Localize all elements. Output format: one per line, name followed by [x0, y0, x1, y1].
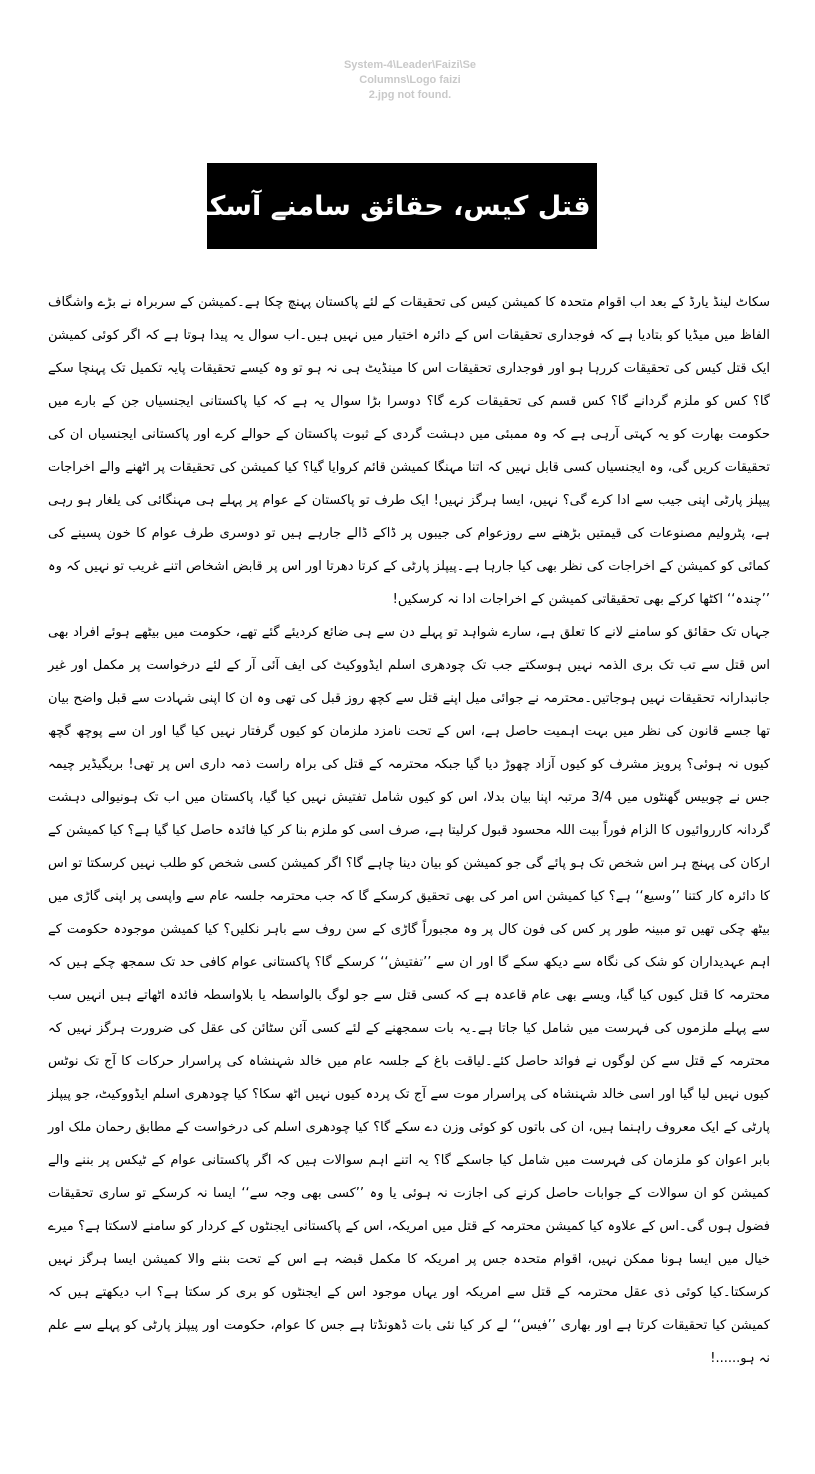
missing-logo-placeholder	[320, 58, 500, 103]
article-paragraph-2: جہاں تک حقائق کو سامنے لانے کا تعلق ہے، سارے شواہد تو پہلے دن سے ہی ضائع کردیئے گئے تھے، حکومت میں بیٹھے ہوئے افراد بھی اس قتل سے تب تک بری الذمہ نہیں ہوسکتے جب تک چودھری اسلم ایڈووکیٹ کی ایف آئی آر کے لئے درخواست پر مکمل اور غیر جانبدارانہ تحقیقات نہیں ہوجاتیں۔محترمہ نے جوائی میل اپنے قتل سے کچھ روز قبل کی تھی وہ ان کا اپنی شہادت سے قبل واضح بیان تھا جسے قانون کی نظر میں بہت اہمیت حاصل ہے، اس کے تحت نامزد ملزمان کو کیوں گرفتار نہیں کیا گیا اور ان سے پوچھ گچھ کیوں نہ ہوئی؟ پرویز مشرف کو کیوں آزاد چھوڑ دیا گیا جبکہ محترمہ کے قتل کی براہ راست ذمہ داری اس پر تھی! بریگیڈیر چیمہ جس نے چوبیس گھنٹوں میں 3/4 مرتبہ اپنا بیان بدلا، اس کو کیوں شامل تفتیش نہیں کیا گیا، پاکستان میں اب تک ہونیوالی دہشت گردانہ کارروائیوں کا الزام فوراً بیت اللہ محسود قبول کرلیتا ہے، صرف اسی کو ملزم بنا کر کیا فائدہ حاصل کیا گیا ہے؟ کیا کمیشن کے ارکان کی پہنچ ہر اس شخص تک ہو پائے گی جو کمیشن کو بیان دینا چاہے گا؟ اگر کمیشن کسی شخص کو طلب نہیں کرسکتا تو اس کا دائرہ کار کتنا ’’وسیع‘‘ ہے؟ کیا کمیشن اس امر کی بھی تحقیق کرسکے گا کہ جب محترمہ جلسہ عام سے واپسی پر اپنی گاڑی میں بیٹھ چکی تھیں تو مبینہ طور پر کس کی فون کال پر وہ مجبوراً گاڑی کے سن روف سے باہر نکلیں؟ کیا کمیشن موجودہ حکومت کے اہم عہدیداران کو شک کی نگاہ سے دیکھ سکے گا اور ان سے ’’تفتیش‘‘ کرسکے گا؟ پاکستانی عوام کافی حد تک سمجھ چکے ہیں کہ محترمہ کا قتل کیوں کیا گیا، ویسے بھی عام قاعدہ ہے کہ کسی قتل سے جو لوگ بالواسطہ یا بلاواسطہ فائدہ اٹھاتے ہیں انہیں سب سے پہلے ملزموں کی فہرست میں شامل کیا جاتا ہے۔یہ بات سمجھنے کے لئے کسی آئن سٹائن کی عقل کی ضرورت ہرگز نہیں کہ محترمہ کے قتل سے کن لوگوں نے فوائد حاصل کئے۔لیاقت باغ کے جلسہ عام میں خالد شہنشاہ کی پراسرار حرکات کا آج تک نوٹس کیوں نہیں لیا گیا اور اسی خالد شہنشاہ کی پراسرار موت سے آج تک پردہ کیوں نہیں اٹھ سکا؟ کیا چودھری اسلم ایڈووکیٹ، جو پیپلز پارٹی کے ایک معروف راہنما ہیں، ان کی باتوں کو کوئی وزن دے سکے گا؟ کیا چودھری اسلم کی درخواست کے مطابق رحمان ملک اور بابر اعوان کو ملزمان کی فہرست میں شامل کیا جاسکے گا؟ یہ اتنے اہم سوالات ہیں کہ اگر پاکستانی عوام کے ٹیکس پر بننے والے کمیشن کو ان سوالات کے جوابات حاصل کرنے کی اجازت نہ ہوئی یا وہ ’’کسی بھی وجہ سے‘‘ ایسا نہ کرسکے تو ساری تحقیقات فضول ہوں گی۔اس کے علاوہ کیا کمیشن محترمہ کے قتل میں امریکہ، اس کے پاکستانی ایجنٹوں کے کردار کو سامنے لاسکتا ہے؟ میرے خیال میں ایسا ہونا ممکن نہیں، اقوام متحدہ جس پر امریکہ کا مکمل قبضہ ہے اس کے تحت بننے والا کمیشن ایسا ہرگز نہیں کرسکتا۔کیا کوئی ذی عقل محترمہ کے قتل سے امریکہ اور یہاں موجود اس کے ایجنٹوں کو بری کر سکتا ہے؟ اب دیکھتے ہیں کہ کمیشن کیا تحقیقات کرتا ہے اور بھاری ’’فیس‘‘ لے کر کیا نئی بات ڈھونڈتا ہے جس کا عوام، حکومت اور پیپلز پارٹی کو پہلے سے علم نہ ہو......!	[48, 625, 770, 1366]
article-paragraph-1: سکاٹ لینڈ یارڈ کے بعد اب اقوام متحدہ کا کمیشن کیس کی تحقیقات کے لئے پاکستان پہنچ چکا ہے۔کمیشن کے سربراہ نے بڑے واشگاف الفاظ میں میڈیا کو بتادیا ہے کہ فوجداری تحقیقات اس کے دائرہ اختیار میں نہیں ہیں۔اب سوال یہ پیدا ہوتا ہے کہ اگر کوئی کمیشن ایک قتل کیس کی تحقیقات کررہا ہو اور فوجداری تحقیقات اس کا مینڈیٹ ہی نہ ہو تو وہ کیسے تحقیقات پایہ تکمیل تک پہنچا سکے گا؟ کس کو ملزم گردانے گا؟ کس قسم کی تحقیقات کرے گا؟ دوسرا بڑا سوال یہ ہے کہ کیا پاکستانی ایجنسیاں جن کے بارے میں حکومت بھارت کو یہ کہتی آرہی ہے کہ وہ ممبئی میں دہشت گردی کے ثبوت پاکستان کے حوالے کرے اور پاکستانی ایجنسیاں ان کی تحقیقات کریں گی، وہ ایجنسیاں کسی قابل نہیں کہ اتنا مہنگا کمیشن قائم کروایا گیا؟ کیا کمیشن کی تحقیقات پر اٹھنے والے اخراجات پیپلز پارٹی اپنی جیب سے ادا کرے گی؟ نہیں، ایسا ہرگز نہیں! ایک طرف تو پاکستان کے عوام پر پہلے ہی مہنگائی کی یلغار ہو رہی ہے، پٹرولیم مصنوعات کی قیمتیں بڑھنے سے روزعوام کی جیبوں پر ڈاکے ڈالے جارہے ہیں تو دوسری طرف عوام کا خون پسینے کی کمائی کو کمیشن کے اخراجات کی نظر بھی کیا جارہا ہے۔پیپلز پارٹی کے کرتا دھرتا اور اس پر قابض اشخاص اتنے غریب تو نہیں کہ وہ ’’چندہ‘‘ اکٹھا کرکے بھی تحقیقاتی کمیشن کے اخراجات ادا نہ کرسکیں!	[48, 295, 770, 607]
missing-logo-line-2: Columns\Logo faizi	[359, 74, 461, 86]
article-body	[48, 286, 770, 1456]
missing-logo-line-1: System-4\Leader\Faizi\Se	[343, 59, 477, 71]
missing-logo-line-3: 2.jpg not found.	[368, 89, 452, 101]
article-title: بینظیر قتل کیس، حقائق سامنے آسکیں گے؟	[207, 163, 597, 249]
